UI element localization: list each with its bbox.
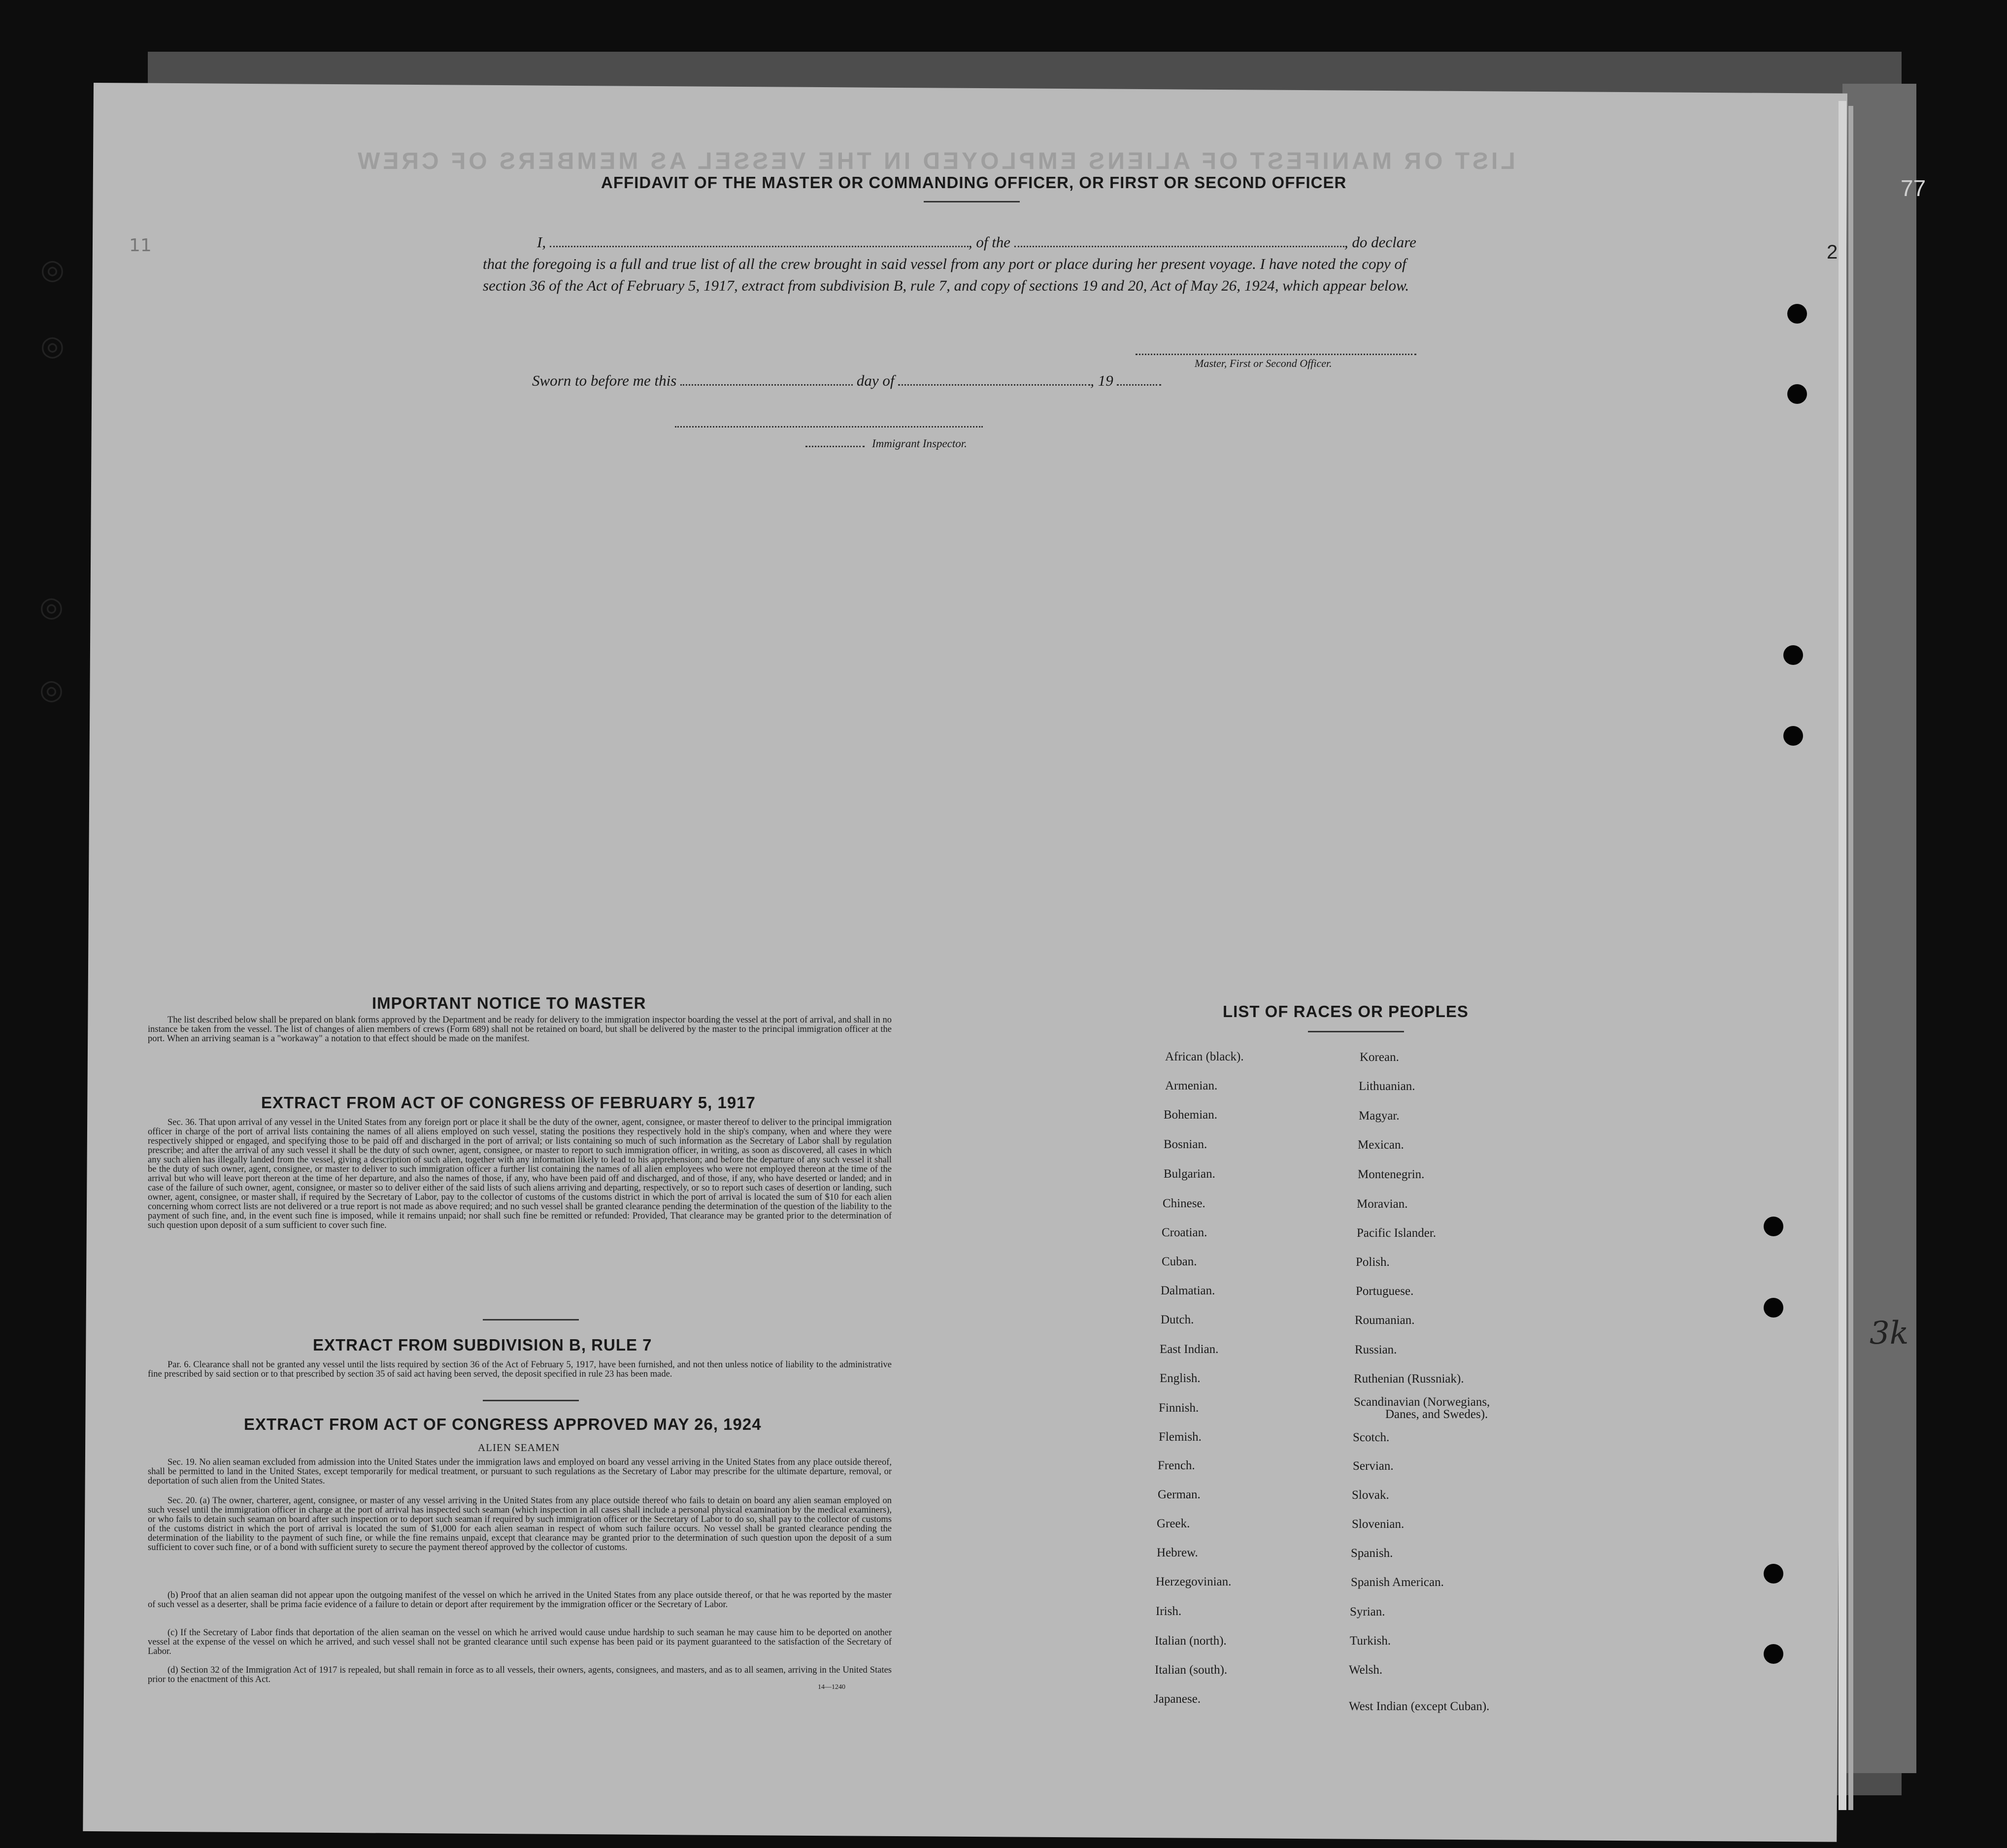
race-item: Bulgarian.	[1164, 1167, 1215, 1181]
sworn-year-prefix: , 19	[1090, 372, 1113, 389]
sworn-month-blank[interactable]	[898, 384, 1090, 386]
sec20b-text: (b) Proof that an alien seaman did not appear upon the outgoing manifest of the vessel on which he arrived in the United States from any place outside thereof, or that he was reported by the master of such vessel as a deserter, shall be prima facie evidence of a failure to detain or deport after requirement by the immigration officer or the Secretary of Labor.	[148, 1590, 892, 1610]
race-item: African (black).	[1165, 1050, 1244, 1063]
margin-circle-icon: ◎	[40, 330, 65, 362]
race-item: Italian (north).	[1155, 1634, 1227, 1648]
extract-1917-title: EXTRACT FROM ACT OF CONGRESS OF FEBRUARY 5, 1917	[261, 1093, 756, 1112]
punch-hole	[1764, 1298, 1783, 1318]
master-signature-caption: Master, First or Second Officer.	[1195, 357, 1332, 369]
race-item: Spanish.	[1351, 1547, 1393, 1560]
race-item: German.	[1158, 1488, 1201, 1501]
sworn-day-blank[interactable]	[680, 384, 853, 386]
race-item: Servian.	[1353, 1459, 1394, 1473]
edge-number: 2	[1827, 241, 1838, 263]
page-edge	[1839, 101, 1846, 1810]
race-item: Russian.	[1355, 1343, 1397, 1356]
extract-rule7-title: EXTRACT FROM SUBDIVISION B, RULE 7	[313, 1336, 652, 1354]
sec20c-text: (c) If the Secretary of Labor finds that deportation of the alien seaman on the vessel on which he arrived would cause undue hardship to such seaman he may cause him to be deported on another vessel at the expense of the vessel on which he arrived, and such vessel shall not be granted clearance until such expense has been paid or its payment guaranteed to the satisfaction of the Secretary of Labor.	[148, 1628, 892, 1656]
race-item: Magyar.	[1359, 1109, 1400, 1122]
race-item: French.	[1158, 1459, 1195, 1472]
race-item: Montenegrin.	[1358, 1168, 1425, 1181]
race-item: Irish.	[1156, 1605, 1182, 1618]
race-item: Lithuanian.	[1359, 1080, 1415, 1093]
race-item: Slovenian.	[1352, 1518, 1405, 1531]
inspector-signature-line[interactable]	[675, 426, 983, 428]
race-item: Dutch.	[1161, 1313, 1194, 1326]
affidavit-first-line	[483, 231, 1453, 253]
race-item: Bosnian.	[1164, 1138, 1207, 1151]
race-item: Korean.	[1360, 1051, 1399, 1064]
race-item: Armenian.	[1165, 1079, 1218, 1092]
race-item: Italian (south).	[1155, 1663, 1228, 1677]
race-item: Croatian.	[1162, 1226, 1207, 1239]
race-item: Ruthenian (Russniak).	[1354, 1372, 1464, 1386]
bleed-through-text: LIST OR MANIFEST OF ALIENS EMPLOYED IN THE VESSEL AS MEMBERS OF CREW	[355, 148, 1515, 174]
race-item: Dalmatian.	[1161, 1284, 1215, 1297]
margin-circle-icon: ◎	[39, 591, 64, 623]
race-item-continued: Danes, and Swedes).	[1385, 1408, 1488, 1421]
section-divider	[483, 1400, 579, 1401]
margin-mark: 11	[129, 235, 152, 256]
race-item: Pacific Islander.	[1357, 1226, 1437, 1240]
punch-hole	[1783, 726, 1803, 746]
affidavit-declare: , do declare	[1344, 233, 1416, 251]
sworn-text: Sworn to before me this	[532, 372, 677, 389]
margin-circle-icon: ◎	[39, 674, 64, 706]
affidavit-body	[483, 231, 1453, 297]
punch-hole	[1764, 1564, 1783, 1584]
title-divider	[924, 201, 1020, 202]
notice-text: The list described below shall be prepared on blank forms approved by the Department and be ready for delivery to the immigration inspector boarding the vessel at the port of arrival, and shall in no instance be taken from the vessel. The list of changes of alien members of crews (Form 689) shall not be retained on board, but shall be delivered by the master to the principal immigration officer at the port. When an arriving seaman is a "workaway" a notation to that effect should be made on the manifest.	[148, 1015, 892, 1044]
page-edge-shadow	[1848, 106, 1853, 1810]
race-item: Scandinavian (Norwegians,	[1354, 1395, 1490, 1409]
inspector-dots	[805, 446, 865, 447]
race-item: Roumanian.	[1355, 1314, 1415, 1327]
name-blank[interactable]	[550, 246, 969, 247]
sec20a-text: Sec. 20. (a) The owner, charterer, agent, consignee, or master of any vessel arriving in the United States from any place outside thereof who fails to detain on board any alien seaman employed on such vessel until the immigration officer in charge at the port of arrival has inspected such seaman (which inspection in all cases shall include a personal physical examination by the medical examiners), or who fails to detain such seaman on board after such inspection or to deport such seaman if required by such immigration officer or the Secretary of Labor to do so, shall pay to the collector of customs of the customs district in which the port of arrival is located the sum of $1,000 for each alien seaman in respect of whom such failure occurs. No vessel shall be granted clearance pending the determination of the liability to the payment of such fine, or while the fine remains unpaid, except that clearance may be granted prior to the determination of such question upon the deposit of a sum sufficient to cover such fine, or of a bond with sufficient surety to secure the payment thereof approved by the collector of customs.	[148, 1496, 892, 1552]
race-item: East Indian.	[1160, 1343, 1219, 1356]
punch-hole	[1764, 1644, 1783, 1664]
extract-1917-text: Sec. 36. That upon arrival of any vessel in the United States from any foreign port or place it shall be the duty of the owner, agent, consignee, or master thereof to deliver to the principal immigration officer in charge of the port of arrival lists containing the names of all aliens employed on such vessel, stating the positions they respectively hold in the ship's company, when and where they were respectively shipped or engaged, and specifying those to be paid off and discharged in the port of arrival; or lists containing so much of such information as the Secretary of Labor shall by regulation prescribe; and after the arrival of any such vessel it shall be the duty of such owner, agent, consignee, or master to report to such immigration officer, in writing, as soon as discovered, all cases in which any such alien has illegally landed from the vessel, giving a description of such alien, together with any information likely to lead to his apprehension; and before the departure of any such vessel it shall be the duty of such owner, agent, consignee, or master to deliver to such immigration officer a further list containing the names of all alien employees who were not employed thereon at the time of the arrival but who will leave port thereon at the time of her departure, and also the names of those, if any, who have been paid off and discharged, and of those, if any, who have deserted or landed; and in case of the failure of such owner, agent, consignee, or master so to deliver either of the said lists of such aliens arriving and departing, respectively, or so to report such cases of desertion or landing, such owner, agent, consignee, or master shall, if required by the Secretary of Labor, pay to the collector of customs of the customs district in which the port of arrival is located the sum of $10 for each alien concerning whom correct lists are not delivered or a true report is not made as above required; and no such vessel shall be granted clearance pending the determination of the question of the liability to the payment of such fine, and, in the event such fine is imposed, while it remains unpaid; nor shall such fine be remitted or refunded: Provided, That clearance may be granted prior to the determination of such question upon deposit of a sum sufficient to cover such fine.	[148, 1118, 892, 1230]
race-item: Polish.	[1356, 1255, 1390, 1269]
race-item: Syrian.	[1350, 1605, 1385, 1618]
race-item: Chinese.	[1163, 1197, 1205, 1210]
sworn-line	[532, 372, 1161, 390]
race-item: Portuguese.	[1356, 1285, 1414, 1298]
race-item: Moravian.	[1357, 1197, 1408, 1211]
sworn-year-blank[interactable]	[1117, 384, 1161, 386]
race-item: Hebrew.	[1157, 1546, 1198, 1559]
races-divider	[1308, 1031, 1404, 1032]
punch-hole	[1764, 1217, 1783, 1236]
race-item: Finnish.	[1159, 1401, 1199, 1415]
race-item: Flemish.	[1159, 1430, 1202, 1444]
affidavit-i: I,	[537, 233, 546, 251]
alien-seamen-subtitle: ALIEN SEAMEN	[478, 1442, 560, 1453]
race-item: Slovak.	[1352, 1488, 1389, 1502]
races-title: LIST OF RACES OR PEOPLES	[1223, 1002, 1469, 1021]
punch-hole	[1787, 304, 1807, 324]
master-signature-line[interactable]	[1136, 354, 1416, 355]
race-item: Bohemian.	[1164, 1108, 1218, 1122]
extract-rule7-text: Par. 6. Clearance shall not be granted any vessel until the lists required by section 36 of the Act of February 5, 1917, have been furnished, and not then unless notice of liability to the administrative fine prescribed by said section or to that prescribed by section 35 of said act having been served, the deposit specified in rule 23 has been made.	[148, 1360, 892, 1379]
affidavit-title: AFFIDAVIT OF THE MASTER OR COMMANDING OFFICER, OR FIRST OR SECOND OFFICER	[601, 173, 1347, 192]
sec19-text: Sec. 19. No alien seaman excluded from admission into the United States under the immigration laws and employed on board any vessel arriving in the United States from any place outside thereof, shall be permitted to land in the United States, except temporarily for medical treatment, or pursuant to such regulations as the Secretary of Labor may prescribe for the ultimate departure, removal, or deportation of such alien from the United States.	[148, 1457, 892, 1486]
race-item: Welsh.	[1349, 1663, 1383, 1677]
vessel-blank[interactable]	[1014, 246, 1344, 247]
notice-title: IMPORTANT NOTICE TO MASTER	[372, 994, 646, 1012]
race-item: Herzegovinian.	[1156, 1575, 1232, 1588]
sec20d-text: (d) Section 32 of the Immigration Act of 1917 is repealed, but shall remain in force as to all vessels, their owners, agents, consignees, and masters, and as to all seamen, arriving in the United States prior to the enactment of this Act.	[148, 1665, 892, 1684]
handwritten-note: 3k	[1870, 1315, 1909, 1352]
document-page	[83, 83, 1847, 1842]
punch-hole	[1787, 384, 1807, 404]
inspector-caption: Immigrant Inspector.	[872, 437, 967, 450]
race-item: Greek.	[1157, 1517, 1190, 1530]
punch-hole	[1783, 645, 1803, 665]
form-code: 14—1240	[818, 1683, 845, 1691]
section-divider	[483, 1319, 579, 1320]
affidavit-of-the: , of the	[968, 233, 1011, 251]
race-item: Scotch.	[1353, 1431, 1390, 1444]
extract-1924-title: EXTRACT FROM ACT OF CONGRESS APPROVED MAY 26, 1924	[244, 1415, 762, 1433]
stamp-number: 77	[1901, 175, 1926, 201]
race-item: English.	[1160, 1372, 1201, 1385]
race-item: Cuban.	[1162, 1255, 1197, 1268]
margin-circle-icon: ◎	[40, 254, 65, 286]
race-item: Spanish American.	[1351, 1576, 1444, 1589]
back-sheet-edge	[1842, 84, 1916, 1773]
race-item: Mexican.	[1358, 1138, 1404, 1152]
race-item: Japanese.	[1154, 1692, 1201, 1706]
race-item: West Indian (except Cuban).	[1349, 1700, 1490, 1713]
race-item: Turkish.	[1350, 1634, 1391, 1648]
sworn-day-of: day of	[856, 372, 895, 389]
affidavit-text: that the foregoing is a full and true list of all the crew brought in said vessel from any port or place during her present voyage. I have noted the copy of section 36 of the Act of February 5, 1917, extract from subdivision B, rule 7, and copy of sections 19 and 20, Act of May 26, 1924, which appear below.	[483, 255, 1409, 294]
